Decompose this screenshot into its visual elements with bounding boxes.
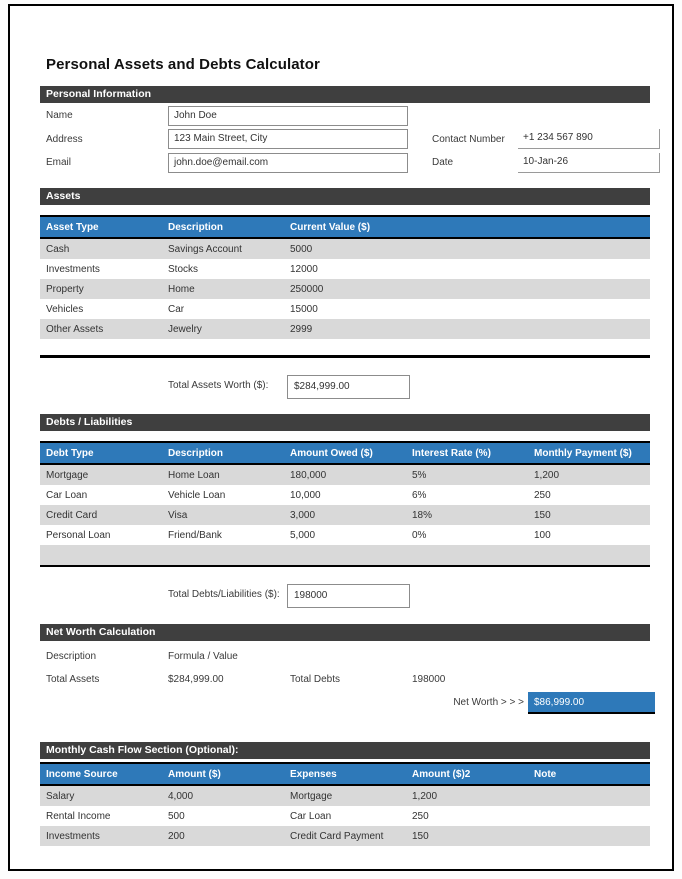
date-label: Date	[432, 157, 454, 168]
table-cell[interactable]: 150	[412, 830, 429, 842]
table-row	[40, 806, 650, 826]
column-header: Interest Rate (%)	[412, 447, 491, 459]
table-cell[interactable]: 180,000	[290, 469, 327, 481]
table-cell[interactable]: Car Loan	[290, 810, 332, 822]
section-header-net-worth	[40, 624, 650, 641]
table-cell[interactable]: 150	[534, 509, 551, 521]
total-debts-label: Total Debts/Liabilities ($):	[168, 589, 280, 600]
table-cell[interactable]: Home Loan	[168, 469, 220, 481]
debts-table	[40, 441, 650, 567]
table-cell[interactable]: Stocks	[168, 263, 199, 275]
table-cell[interactable]: Home	[168, 283, 195, 295]
total-assets-value: $284,999.00	[168, 674, 224, 685]
table-cell[interactable]: 6%	[412, 489, 427, 501]
table-row	[40, 826, 650, 846]
content	[40, 56, 650, 846]
net-worth-value-box: $86,999.00	[528, 692, 655, 714]
table-cell[interactable]: 1,200	[534, 469, 560, 481]
table-cell[interactable]: Visa	[168, 509, 188, 521]
table-cell[interactable]: 200	[168, 830, 185, 842]
address-label: Address	[46, 134, 83, 145]
cash-flow-table-body	[40, 786, 650, 846]
section-header-debts	[40, 414, 650, 431]
table-cell[interactable]: Car	[168, 303, 185, 315]
section-header-cash-flow	[40, 742, 650, 759]
date-input[interactable]: 10-Jan-26	[518, 153, 660, 173]
table-cell[interactable]: 5%	[412, 469, 427, 481]
section-title: Monthly Cash Flow Section (Optional):	[46, 744, 239, 756]
column-header: Amount Owed ($)	[290, 447, 373, 459]
section-title: Net Worth Calculation	[46, 626, 156, 638]
table-row	[40, 465, 650, 485]
total-debts-value: 198000	[412, 674, 446, 685]
net-worth-label: Net Worth > > >	[453, 697, 524, 708]
table-row	[40, 299, 650, 319]
formula-value-label: Formula / Value	[168, 651, 238, 662]
column-header: Description	[168, 447, 224, 459]
table-cell[interactable]: 0%	[412, 529, 427, 541]
column-header: Amount ($)2	[412, 768, 471, 780]
table-row	[40, 259, 650, 279]
contact-number-input[interactable]: +1 234 567 890	[518, 129, 660, 149]
total-assets-label: Total Assets Worth ($):	[168, 380, 269, 391]
debts-table-header	[40, 441, 650, 465]
table-cell[interactable]: 15000	[290, 303, 318, 315]
column-header: Debt Type	[46, 447, 94, 459]
table-cell[interactable]: 2999	[290, 323, 313, 335]
table-cell[interactable]: Car Loan	[46, 489, 88, 501]
table-cell[interactable]: 250	[412, 810, 429, 822]
table-cell[interactable]: Jewelry	[168, 323, 202, 335]
table-row	[40, 279, 650, 299]
table-cell[interactable]: Mortgage	[46, 469, 89, 481]
section-title: Personal Information	[46, 88, 152, 100]
section-header-personal-information	[40, 86, 650, 103]
table-cell[interactable]: 5000	[290, 243, 313, 255]
table-cell[interactable]: 18%	[412, 509, 433, 521]
cash-flow-table-header	[40, 762, 650, 786]
section-title: Debts / Liabilities	[46, 416, 133, 428]
column-header: Amount ($)	[168, 768, 221, 780]
total-assets-input[interactable]: $284,999.00	[287, 375, 410, 399]
table-cell[interactable]: Rental Income	[46, 810, 111, 822]
table-cell[interactable]: Other Assets	[46, 323, 104, 335]
empty-row	[40, 545, 650, 565]
worksheet	[8, 4, 674, 871]
net-worth-result-row	[40, 692, 650, 716]
table-cell[interactable]: Investments	[46, 263, 100, 275]
email-label: Email	[46, 157, 72, 168]
column-header: Monthly Payment ($)	[534, 447, 632, 459]
table-cell[interactable]: 1,200	[412, 790, 438, 802]
column-header: Description	[168, 221, 224, 233]
table-row	[40, 485, 650, 505]
name-label: Name	[46, 110, 73, 121]
table-cell[interactable]: Investments	[46, 830, 100, 842]
empty-row	[40, 339, 650, 355]
section-title: Assets	[46, 190, 81, 202]
table-cell[interactable]: 12000	[290, 263, 318, 275]
table-cell[interactable]: 4,000	[168, 790, 194, 802]
assets-table-body	[40, 239, 650, 339]
table-cell[interactable]: 3,000	[290, 509, 316, 521]
table-row	[40, 525, 650, 545]
page-title: Personal Assets and Debts Calculator	[46, 56, 320, 73]
table-cell[interactable]: Savings Account	[168, 243, 242, 255]
table-row	[40, 239, 650, 259]
net-worth-labels-row	[40, 650, 650, 664]
assets-table-header	[40, 215, 650, 239]
personal-info-form	[40, 106, 650, 176]
table-cell[interactable]: Mortgage	[290, 790, 333, 802]
table-row	[40, 505, 650, 525]
column-header: Current Value ($)	[290, 221, 371, 233]
table-cell[interactable]: Salary	[46, 790, 75, 802]
total-debts-input[interactable]: 198000	[287, 584, 410, 608]
description-label: Description	[46, 651, 97, 662]
assets-table	[40, 215, 650, 358]
table-cell[interactable]: 250	[534, 489, 551, 501]
email-input[interactable]: john.doe@email.com	[168, 153, 408, 173]
total-assets-caption: Total Assets	[46, 674, 100, 685]
net-worth-values-row	[40, 673, 650, 687]
debts-table-body	[40, 465, 650, 545]
column-header: Asset Type	[46, 221, 99, 233]
table-cell[interactable]: 250000	[290, 283, 324, 295]
table-cell[interactable]: Friend/Bank	[168, 529, 222, 541]
address-input[interactable]: 123 Main Street, City	[168, 129, 408, 149]
column-header: Income Source	[46, 768, 118, 780]
table-cell[interactable]: 10,000	[290, 489, 321, 501]
contact-number-label: Contact Number	[432, 134, 505, 145]
table-cell[interactable]: Personal Loan	[46, 529, 111, 541]
table-cell[interactable]: Vehicle Loan	[168, 489, 226, 501]
table-cell[interactable]: Credit Card Payment	[290, 830, 384, 842]
column-header: Note	[534, 768, 557, 780]
table-row	[40, 786, 650, 806]
table-cell[interactable]: 500	[168, 810, 185, 822]
table-cell[interactable]: Vehicles	[46, 303, 84, 315]
section-header-assets	[40, 188, 650, 205]
table-cell[interactable]: 100	[534, 529, 551, 541]
cash-flow-table	[40, 762, 650, 846]
table-cell[interactable]: Cash	[46, 243, 70, 255]
table-cell[interactable]: Credit Card	[46, 509, 98, 521]
total-debts-row	[40, 584, 650, 610]
table-cell[interactable]: 5,000	[290, 529, 316, 541]
total-assets-row	[40, 375, 650, 401]
column-header: Expenses	[290, 768, 337, 780]
table-row	[40, 319, 650, 339]
name-input[interactable]: John Doe	[168, 106, 408, 126]
table-cell[interactable]: Property	[46, 283, 84, 295]
total-debts-caption: Total Debts	[290, 674, 341, 685]
